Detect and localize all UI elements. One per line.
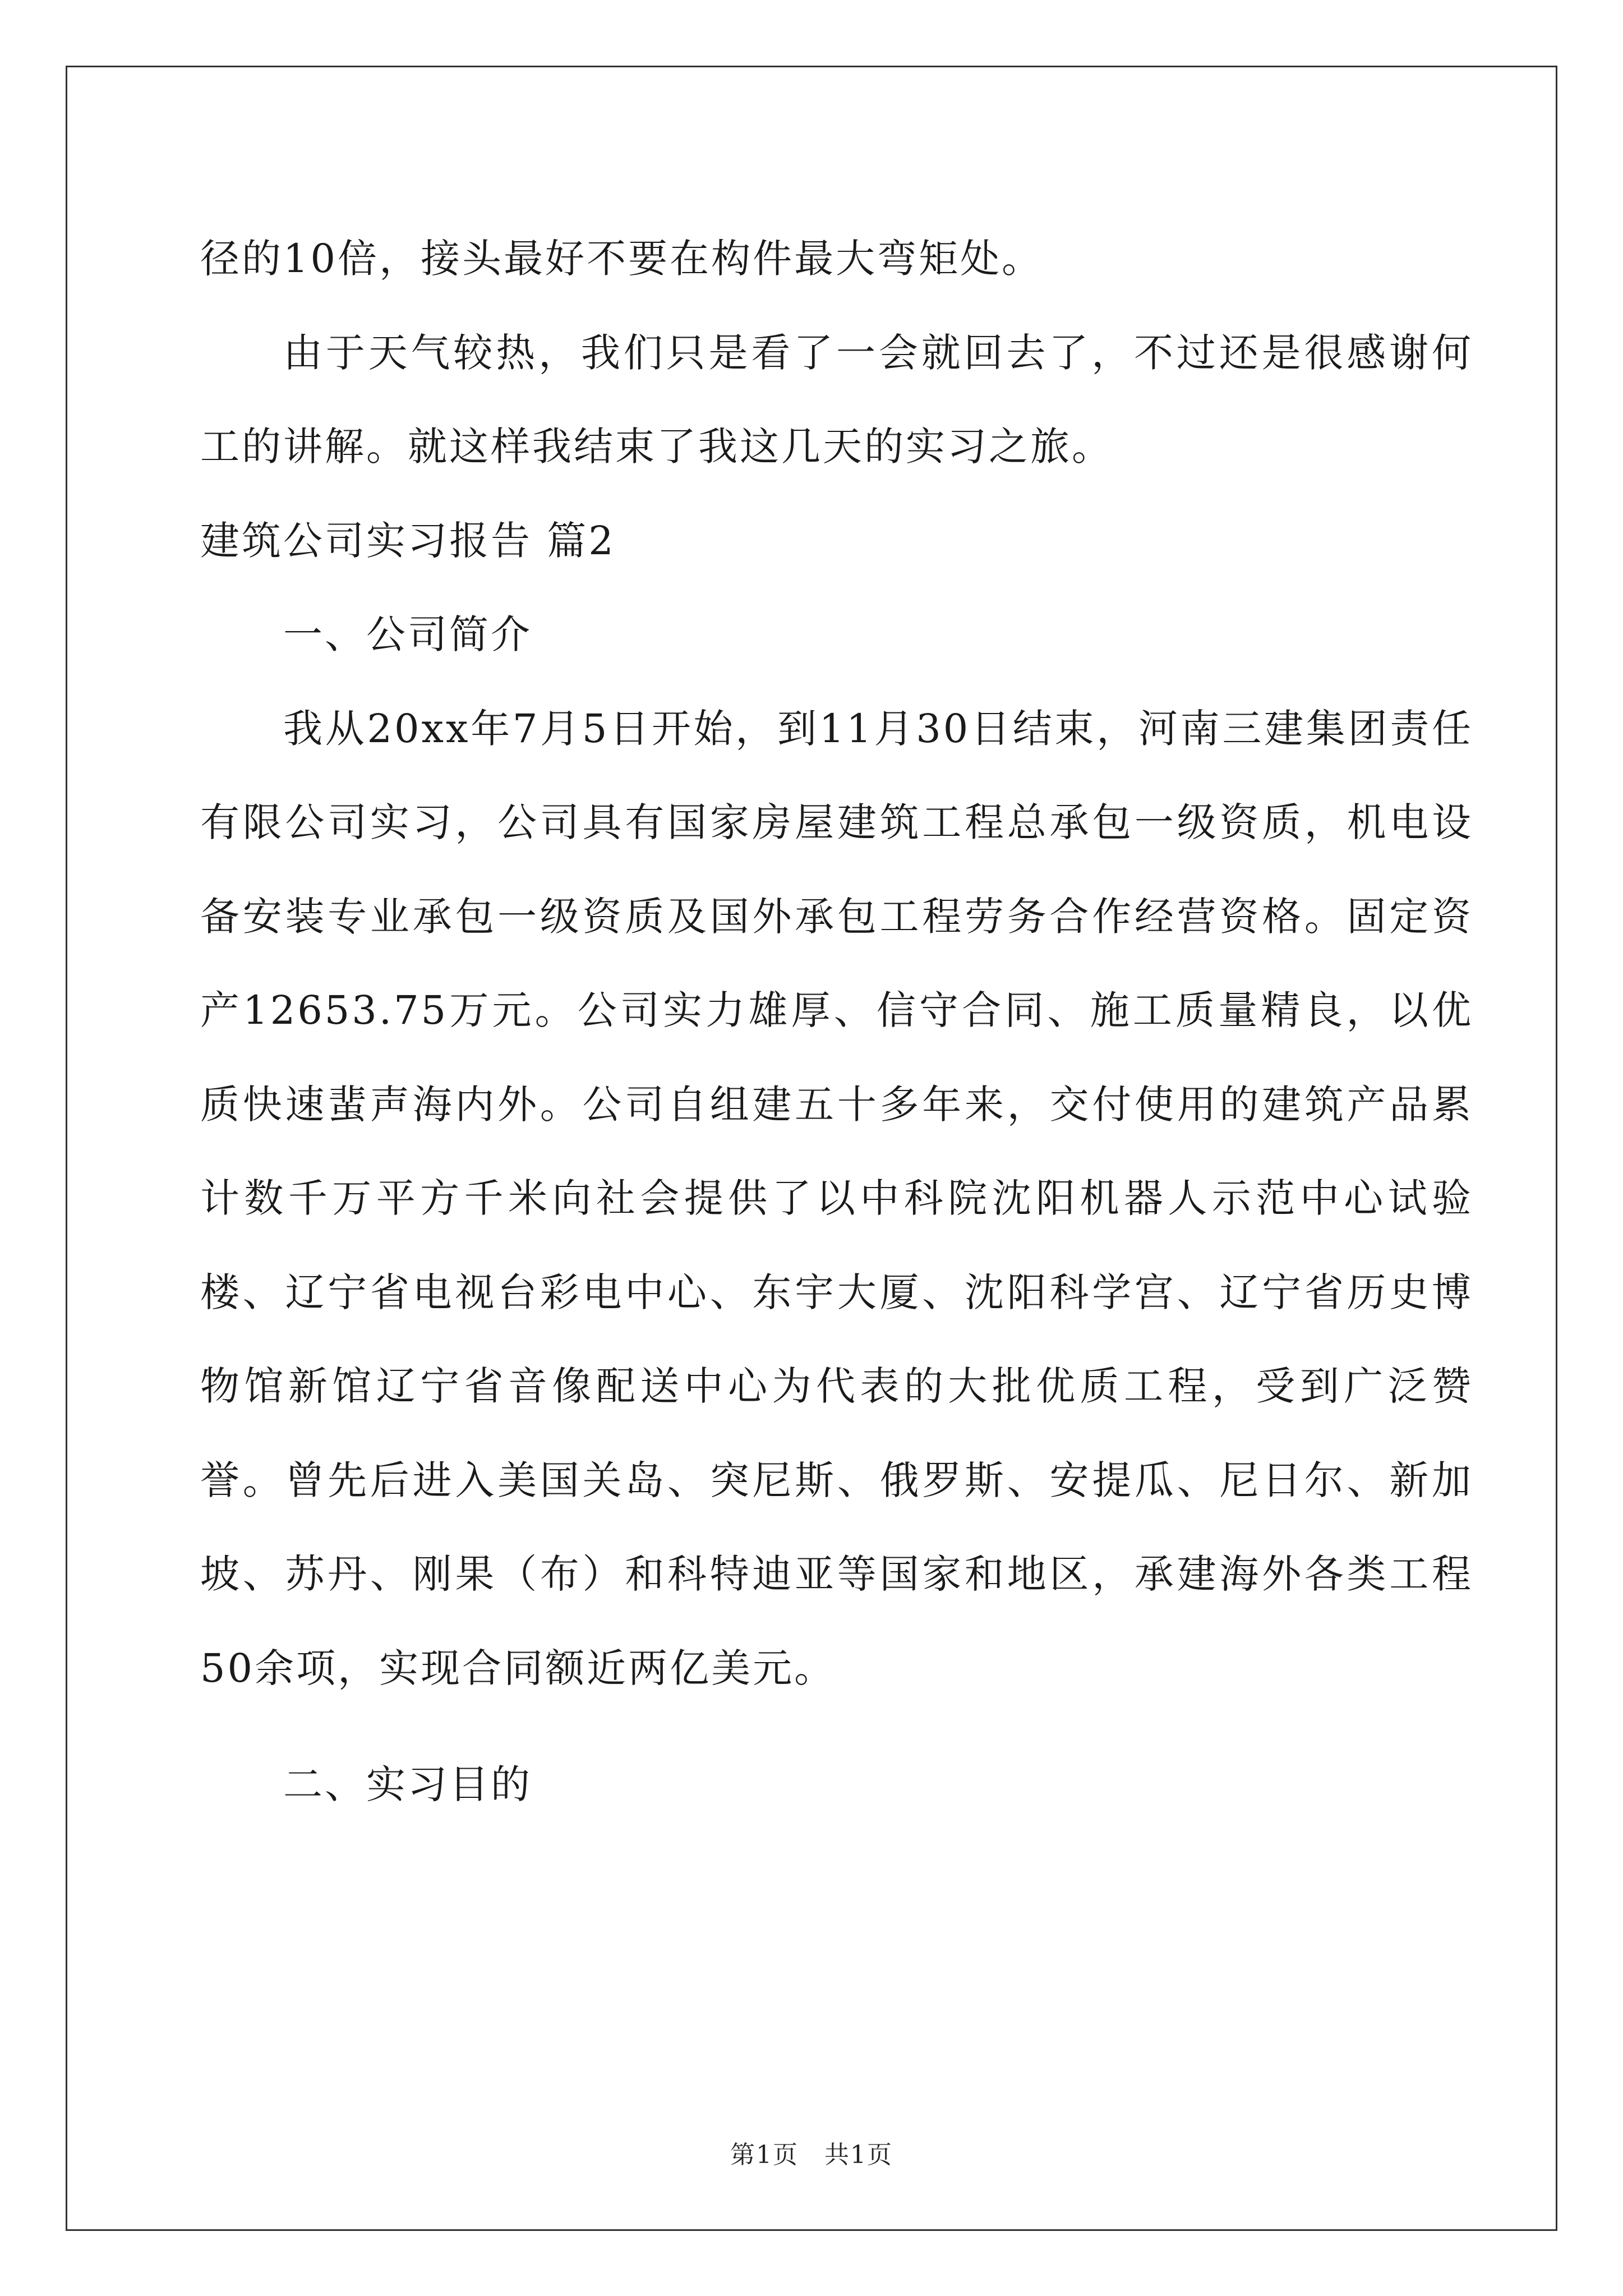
subheading-company-intro: 一、公司简介 (283, 611, 532, 657)
paragraph-company-intro: 我从20xx年7月5日开始，到11月30日结束，河南三建集团责任有限公司实习，公司具有国家房屋建筑工程总承包一级资质，机电设备安装专业承包一级资质及国外承包工程劳务合作经营资格。固定资产12653.75万元。公司实力雄厚、信守合同、施工质量精良，以优质快速蜚声海内外。公司自组建五十多年来，交付使用的建筑产品累计数千万平方千米向社会提供了以中科院沈阳机器人示范中心试验楼、辽宁省电视台彩电中心、东宇大厦、沈阳科学宫、辽宁省历史博物馆新馆辽宁省音像配送中心为代表的大批优质工程，受到广泛赞誉。曾先后进入美国关岛、突尼斯、俄罗斯、安提瓜、尼日尔、新加坡、苏丹、刚果（布）和科特迪亚等国家和地区，承建海外各类工程50余项，实现合同额近两亿美元。 (200, 705, 1473, 1691)
page-footer: 第1页 共1页 (730, 2141, 893, 2169)
paragraph-continuation: 径的10倍，接头最好不要在构件最大弯矩处。 (200, 236, 1044, 282)
document-body (200, 212, 1473, 1832)
paragraph-closing: 由于天气较热，我们只是看了一会就回去了，不过还是很感谢何工的讲解。就这样我结束了我这几天的实习之旅。 (200, 329, 1473, 470)
section-title: 建筑公司实习报告 篇2 (200, 517, 616, 564)
subheading-internship-purpose: 二、实习目的 (283, 1761, 532, 1807)
